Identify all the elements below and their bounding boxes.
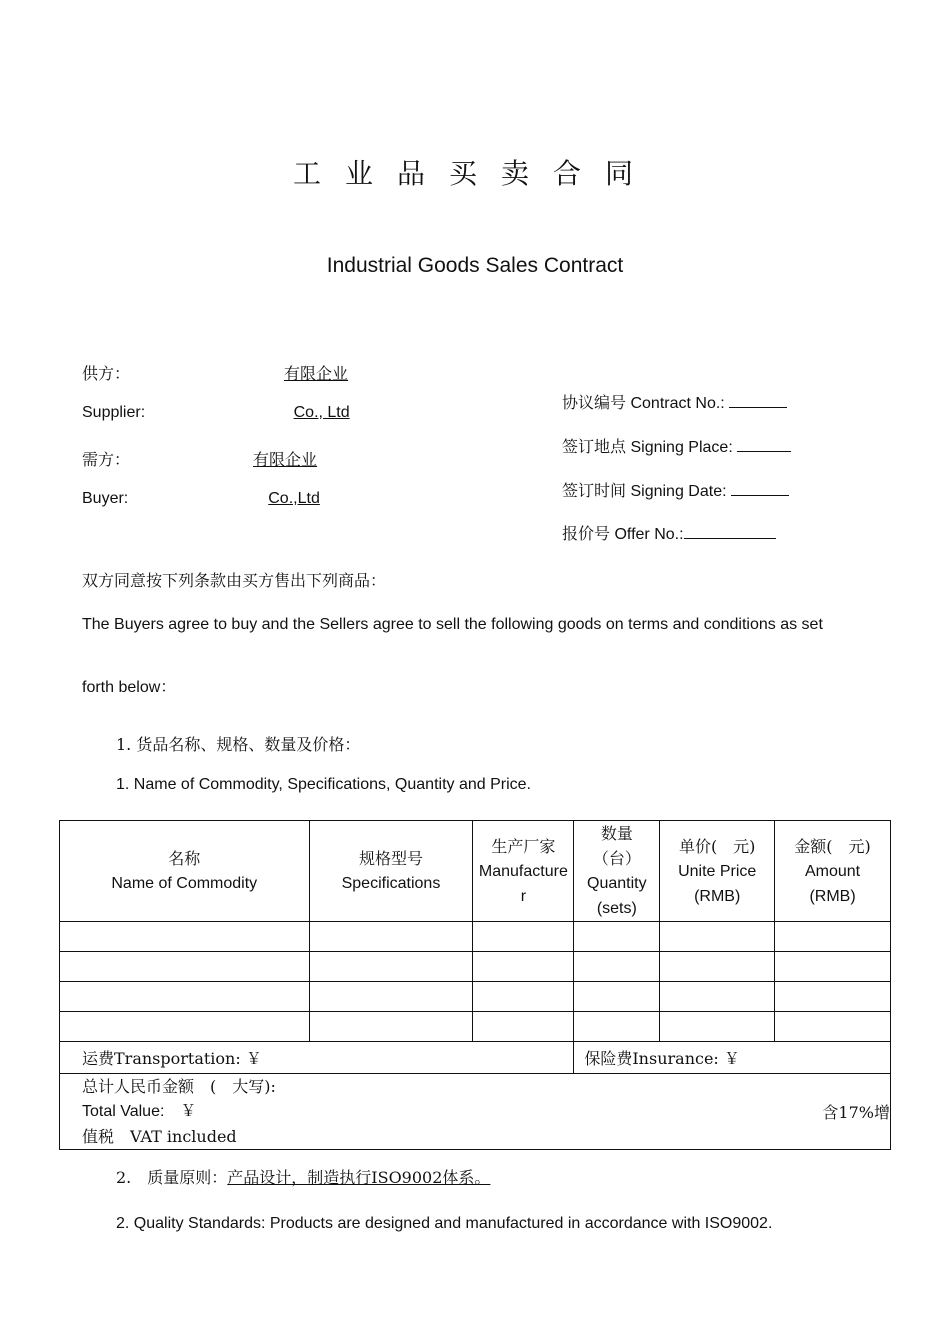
header-amount	[775, 821, 891, 922]
total-row	[60, 1074, 891, 1150]
insurance-cell	[574, 1042, 891, 1074]
table-cell[interactable]	[473, 922, 574, 952]
offer-no-en: Offer No.:	[614, 526, 684, 543]
signing-place-line	[562, 434, 791, 457]
header-en: Name of Commodity	[111, 875, 258, 892]
header-en: (RMB)	[809, 887, 856, 905]
insurance-label: 保险费Insurance: ￥	[584, 1049, 740, 1068]
table-cell[interactable]	[473, 952, 574, 982]
buyer-en-suffix: Co.,Ltd	[268, 490, 320, 507]
table-cell[interactable]	[60, 922, 310, 952]
supplier-en-suffix: Co., Ltd	[293, 404, 350, 421]
offer-no-line	[562, 521, 776, 544]
table-cell[interactable]	[309, 982, 473, 1012]
title-chinese: 工业品买卖合同	[292, 157, 657, 190]
table-cell[interactable]	[660, 1012, 775, 1042]
title-english: Industrial Goods Sales Contract	[326, 254, 624, 277]
buyer-cn-field	[130, 450, 341, 469]
table-cell[interactable]	[775, 1012, 891, 1042]
table-cell[interactable]	[574, 922, 660, 952]
header-specifications	[309, 821, 473, 922]
table-cell[interactable]	[60, 982, 310, 1012]
offer-no-cn: 报价号	[562, 524, 611, 543]
header-en: r	[520, 887, 527, 905]
vat-line: 值税 VAT included	[82, 1127, 237, 1146]
contract-no-cn: 协议编号	[562, 393, 627, 412]
signing-date-blank	[731, 480, 789, 496]
table-header-row	[60, 821, 891, 922]
vat-percent-label: 含17%增	[822, 1103, 890, 1122]
transportation-label: 运费Transportation: ￥	[82, 1049, 262, 1068]
table-cell[interactable]	[309, 1012, 473, 1042]
header-quantity	[574, 821, 660, 922]
header-cn: 名称	[168, 849, 201, 868]
signing-place-cn: 签订地点	[562, 437, 627, 456]
header-en: Unite Price	[678, 862, 757, 880]
signing-date-cn: 签订时间	[562, 481, 627, 500]
header-unit-price	[660, 821, 775, 922]
signing-date-line	[562, 478, 789, 501]
total-cell	[60, 1074, 891, 1150]
buyer-en-field	[128, 490, 348, 507]
total-en-label: Total Value: ￥	[82, 1103, 197, 1120]
supplier-cn-suffix: 有限企业	[284, 364, 349, 383]
header-en: Specifications	[341, 875, 441, 892]
section2-heading-en: 2. Quality Standards: Products are designed and manufactured in accordance with ISO9002.	[116, 1215, 773, 1232]
header-en: (sets)	[596, 900, 637, 917]
table-cell[interactable]	[309, 922, 473, 952]
section2-heading-cn	[116, 1165, 490, 1188]
supplier-en-field	[150, 404, 354, 421]
table-cell[interactable]	[775, 922, 891, 952]
header-cn: 规格型号	[358, 849, 423, 868]
header-cn: 生产厂家	[491, 836, 556, 856]
table-cell[interactable]	[775, 982, 891, 1012]
table-cell[interactable]	[473, 982, 574, 1012]
table-row	[60, 922, 891, 952]
table-cell[interactable]	[473, 1012, 574, 1042]
table-row	[60, 1012, 891, 1042]
section1-heading-en: 1. Name of Commodity, Specifications, Quantity and Price.	[116, 776, 531, 793]
buyer-en-line	[82, 490, 348, 508]
agreement-cn: 双方同意按下列条款由买方售出下列商品：	[82, 571, 387, 590]
transport-insurance-row	[60, 1042, 891, 1074]
table-cell[interactable]	[574, 982, 660, 1012]
buyer-cn-label: 需方：	[82, 450, 131, 469]
header-en: Manufacture	[478, 862, 568, 880]
contract-no-en: Contract No.:	[630, 395, 725, 412]
table-cell[interactable]	[660, 982, 775, 1012]
section2-quality-text: 产品设计，制造执行ISO9002体系。	[227, 1168, 491, 1187]
agreement-en-line1: The Buyers agree to buy and the Sellers agree to sell the following goods on terms and conditions as set	[82, 616, 823, 633]
header-en: Quantity	[587, 875, 647, 892]
header-cn: 数量	[600, 824, 633, 843]
transportation-cell	[60, 1042, 574, 1074]
table-cell[interactable]	[660, 952, 775, 982]
signing-place-en: Signing Place:	[630, 439, 733, 456]
table-row	[60, 982, 891, 1012]
supplier-en-label: Supplier:	[82, 404, 146, 421]
offer-no-blank	[684, 523, 776, 539]
header-cn: 单价( 元)	[678, 836, 756, 856]
header-cn: 金额( 元)	[794, 836, 871, 856]
table-cell[interactable]	[60, 952, 310, 982]
header-cn: （台）	[592, 849, 641, 868]
header-manufacturer	[473, 821, 574, 922]
signing-date-en: Signing Date:	[630, 483, 727, 500]
header-en: Amount	[804, 862, 861, 880]
contract-no-line	[562, 390, 787, 413]
table-cell[interactable]	[574, 952, 660, 982]
section2-prefix: 2. 质量原则：	[116, 1168, 228, 1187]
supplier-cn-label: 供方：	[82, 364, 131, 383]
signing-place-blank	[737, 436, 791, 452]
table-cell[interactable]	[775, 952, 891, 982]
buyer-cn-line	[82, 447, 341, 470]
table-row	[60, 952, 891, 982]
buyer-cn-suffix: 有限企业	[253, 450, 318, 469]
supplier-cn-field	[130, 364, 354, 383]
header-name-of-commodity	[60, 821, 310, 922]
supplier-cn-line	[82, 361, 354, 384]
table-cell[interactable]	[60, 1012, 310, 1042]
buyer-en-label: Buyer:	[82, 490, 129, 507]
section1-heading-cn: 1. 货品名称、规格、数量及价格：	[116, 735, 361, 754]
contract-no-blank	[729, 392, 787, 408]
total-cn-label: 总计人民币金额 ( 大写):	[82, 1077, 276, 1096]
agreement-en-line2: forth below：	[82, 679, 177, 696]
header-en: (RMB)	[694, 887, 741, 905]
table-cell[interactable]	[660, 922, 775, 952]
supplier-en-line	[82, 404, 354, 422]
table-cell[interactable]	[574, 1012, 660, 1042]
table-cell[interactable]	[309, 952, 473, 982]
goods-table	[59, 820, 891, 1150]
